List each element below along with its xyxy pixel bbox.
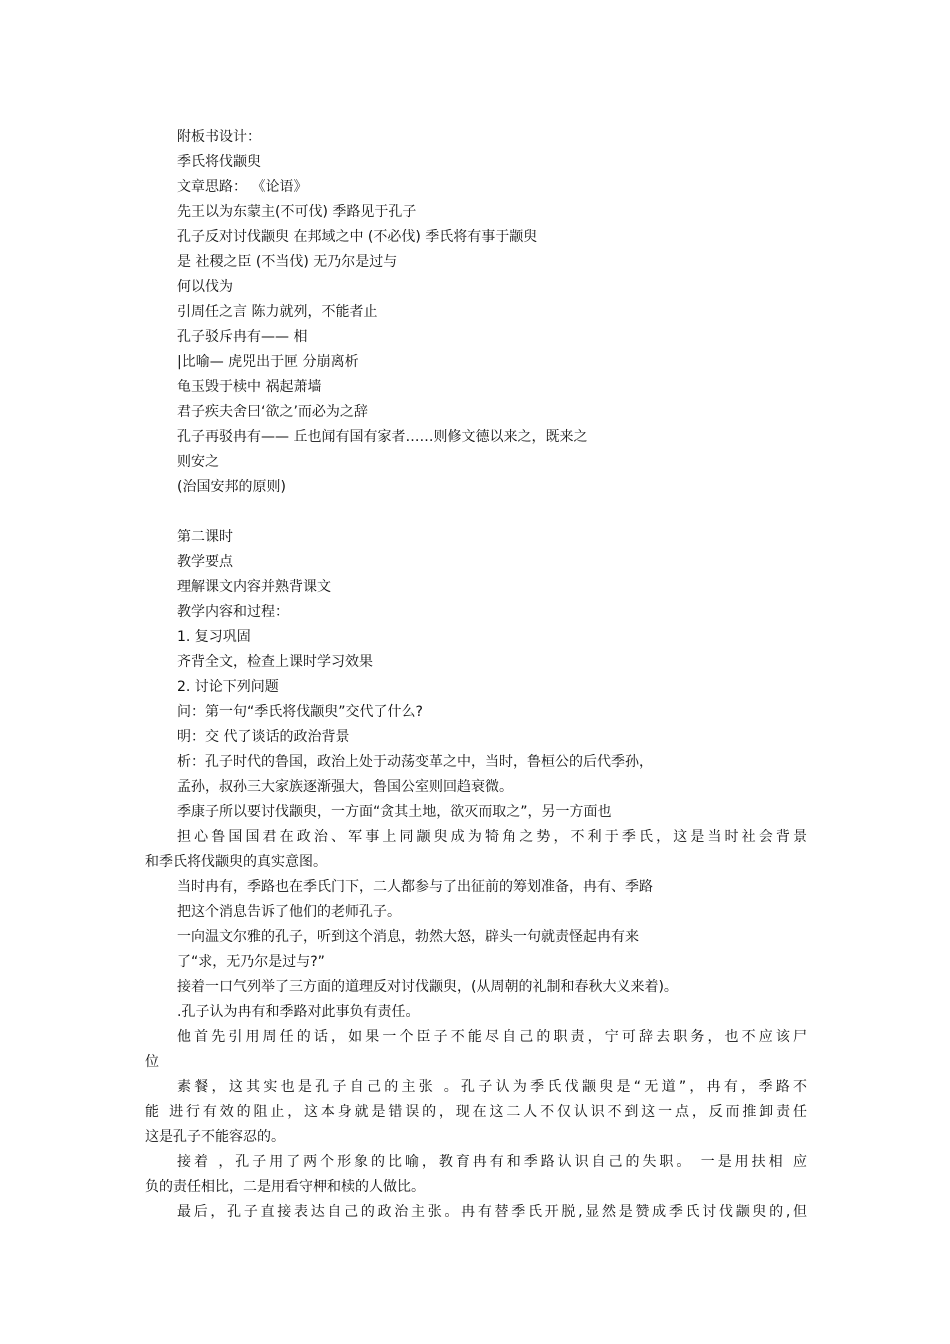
text-line: 当时冉有，季路也在季氏门下，二人都参与了出征前的筹划准备，冉有、季路 [177, 879, 653, 895]
text-line: .孔子认为冉有和季路对此事负有责任。 [177, 1004, 420, 1020]
text-line: 季康子所以要讨伐颛臾，一方面“贪其土地，欲灭而取之”，另一方面也 [177, 804, 612, 820]
text-line: 先王以为东蒙主(不可伐) 季路见于孔子 [177, 204, 417, 220]
text-line: 何以伐为 [177, 279, 233, 295]
text-line: 素餐，这其实也是孔子自己的主张 。孔子认为季氏伐颛臾是“无道”，冉有，季路不 [177, 1079, 807, 1095]
text-line: 担心鲁国国君在政治、军事上同颛臾成为犄角之势，不利于季氏，这是当时社会背景 [177, 829, 807, 845]
text-line: 他首先引用周任的话，如果一个臣子不能尽自己的职责，宁可辞去职务，也不应该尸 [177, 1029, 807, 1045]
section-heading: 第二课时 [177, 529, 233, 545]
text-line: 这是孔子不能容忍的。 [145, 1129, 285, 1145]
text-line: 析：孔子时代的鲁国，政治上处于动荡变革之中，当时，鲁桓公的后代季孙， [177, 754, 653, 770]
text-line: |比喻— 虎兕出于匣 分崩离析 [177, 354, 359, 370]
text-line: 孟孙，叔孙三大家族逐渐强大，鲁国公室则回趋衰微。 [177, 779, 513, 795]
text-line: 问：第一句“季氏将伐颛臾”交代了什么? [177, 704, 423, 720]
text-line: 引周任之言 陈力就列，不能者止 [177, 304, 378, 320]
board-design-heading: 附板书设计： [177, 129, 261, 145]
text-line: 孔子反对讨伐颛臾 在邦域之中 (不必伐) 季氏将有事于颛臾 [177, 229, 538, 245]
text-line: 最后，孔子直接表达自己的政治主张。冉有替季氏开脱,显然是赞成季氏讨伐颛臾的,但 [177, 1204, 807, 1220]
text-line: 君子疾夫舍曰‘欲之’而必为之辞 [177, 404, 368, 420]
text-line: 能 进行有效的阻止，这本身就是错误的，现在这二人不仅认识不到这一点，反而推卸责任 [145, 1104, 807, 1120]
text-line: 位 [145, 1054, 159, 1070]
text-line: 接着一口气列举了三方面的道理反对讨伐颛臾，(从周朝的礼制和春秋大义来着)。 [177, 979, 678, 995]
text-line: 负的责任相比，二是用看守柙和椟的人做比。 [145, 1179, 425, 1195]
text-line: 把这个消息告诉了他们的老师孔子。 [177, 904, 401, 920]
text-line: (治国安邦的原则) [177, 479, 286, 495]
text-line: 理解课文内容并熟背课文 [177, 579, 331, 595]
text-line: 2. 讨论下列问题 [177, 679, 279, 695]
text-line: 教学内容和过程： [177, 604, 289, 620]
text-line: 孔子再驳冉有—— 丘也闻有国有家者……则修文德以来之，既来之 [177, 429, 588, 445]
text-line: 文章思路： 《论语》 [177, 179, 308, 195]
text-line: 教学要点 [177, 554, 233, 570]
text-line: 龟玉毁于椟中 祸起萧墙 [177, 379, 322, 395]
text-line: 明：交 代了谈话的政治背景 [177, 729, 350, 745]
text-line: 孔子驳斥冉有—— 相 [177, 329, 308, 345]
text-line: 了“求，无乃尔是过与?” [177, 954, 325, 970]
text-line: 是 社稷之臣 (不当伐) 无乃尔是过与 [177, 254, 398, 270]
text-line: 接着 ，孔子用了两个形象的比喻，教育冉有和季路认识自己的失职。 一是用扶相 应 [177, 1154, 807, 1170]
text-line: 一向温文尔雅的孔子，听到这个消息，勃然大怒，辟头一句就责怪起冉有来 [177, 929, 639, 945]
text-line: 1. 复习巩固 [177, 629, 251, 645]
text-line: 和季氏将伐颛臾的真实意图。 [145, 854, 327, 870]
text-line: 则安之 [177, 454, 219, 470]
text-line: 齐背全文，检查上课时学习效果 [177, 654, 373, 670]
lesson-title: 季氏将伐颛臾 [177, 154, 261, 170]
